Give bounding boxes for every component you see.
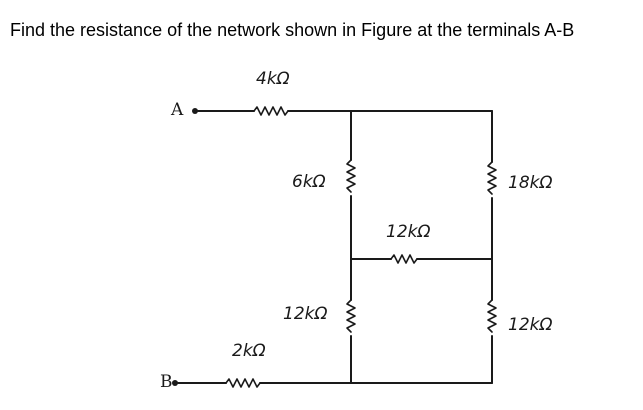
resistor-4k-label: 4kΩ bbox=[256, 69, 290, 89]
resistor-2k bbox=[226, 379, 260, 387]
resistor-4k bbox=[254, 107, 288, 115]
resistor-12k-right bbox=[488, 300, 496, 332]
resistor-2k-label: 2kΩ bbox=[232, 341, 266, 361]
resistor-6k-label: 6kΩ bbox=[292, 172, 326, 192]
terminal-a-label: A bbox=[171, 100, 184, 120]
resistor-12k-middle bbox=[391, 255, 417, 263]
resistor-12k-middle-label: 12kΩ bbox=[386, 222, 431, 242]
question-text: Find the resistance of the network shown in Figure at the terminals A-B bbox=[10, 20, 575, 40]
resistor-12k-right-label: 12kΩ bbox=[508, 315, 553, 335]
terminal-b-label: B bbox=[160, 372, 173, 392]
resistor-18k-label: 18kΩ bbox=[508, 173, 553, 193]
resistor-18k bbox=[488, 162, 496, 194]
resistor-12k-left bbox=[347, 300, 355, 332]
resistor-12k-left-label: 12kΩ bbox=[283, 304, 328, 324]
resistor-6k bbox=[347, 160, 355, 192]
